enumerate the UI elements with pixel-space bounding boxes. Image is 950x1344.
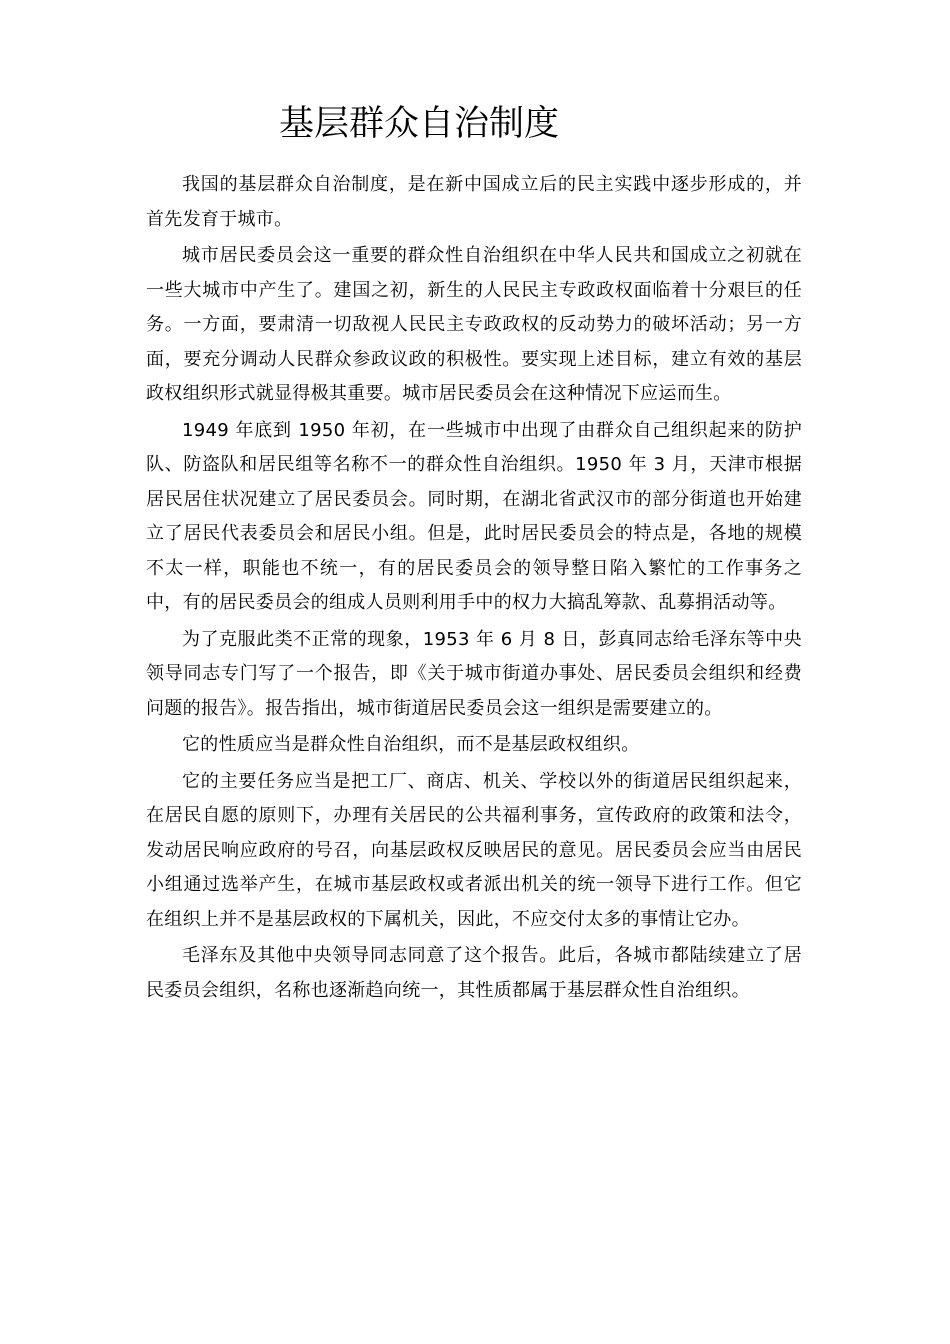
paragraph-5: 它的性质应当是群众性自治组织，而不是基层政权组织。 [182,734,640,755]
paragraph-6: 它的主要任务应当是把工厂、商店、机关、学校以外的街道居民组织起来，在居民自愿的原则下，办理有关居民的公共福利事务，宣传政府的政策和法令，发动居民响应政府的号召，向基层政权反映居民的意见。居民委员会应当由居民小组通过选举产生，在城市基层政权或者派出机关的统一领导下进行工作。但它在组织上并不是基层政权的下属机关，因此，不应交付太多的事情让它办。 [146,770,802,930]
paragraph-3: 1949 年底到 1950 年初，在一些城市中出现了由群众自己组织起来的防护队、防盗队和居民组等名称不一的群众性自治组织。1950 年 3 月，天津市根据居民居住状况建立了居民委员会。同时期，在湖北省武汉市的部分街道也开始建立了居民代表委员会和居民小组。但是，此时居民委员会的特点是，各地的规模不太一样，职能也不统一，有的居民委员会的领导整日陷入繁忙的工作事务之中，有的居民委员会的组成人员则利用手中的权力大搞乱筹款、乱募捐活动等。 [146,419,802,613]
document-body [146,168,802,1010]
page-title: 基层群众自治制度 [279,104,560,144]
paragraph-7: 毛泽东及其他中央领导同志同意了这个报告。此后，各城市都陆续建立了居民委员会组织，名称也逐渐趋向统一，其性质都属于基层群众性自治组织。 [146,945,802,1001]
paragraph-1: 我国的基层群众自治制度，是在新中国成立后的民主实践中逐步形成的，并首先发育于城市。 [146,174,802,230]
paragraph-4: 为了克服此类不正常的现象，1953 年 6 月 8 日，彭真同志给毛泽东等中央领导同志专门写了一个报告，即《关于城市街道办事处、居民委员会组织和经费问题的报告》。报告指出，城市街道居民委员会这一组织是需要建立的。 [146,628,802,719]
paragraph-2: 城市居民委员会这一重要的群众性自治组织在中华人民共和国成立之初就在一些大城市中产生了。建国之初，新生的人民民主专政政权面临着十分艰巨的任务。一方面，要肃清一切敌视人民民主专政政权的反动势力的破坏活动；另一方面，要充分调动人民群众参政议政的积极性。要实现上述目标，建立有效的基层政权组织形式就显得极其重要。城市居民委员会在这种情况下应运而生。 [146,245,802,404]
